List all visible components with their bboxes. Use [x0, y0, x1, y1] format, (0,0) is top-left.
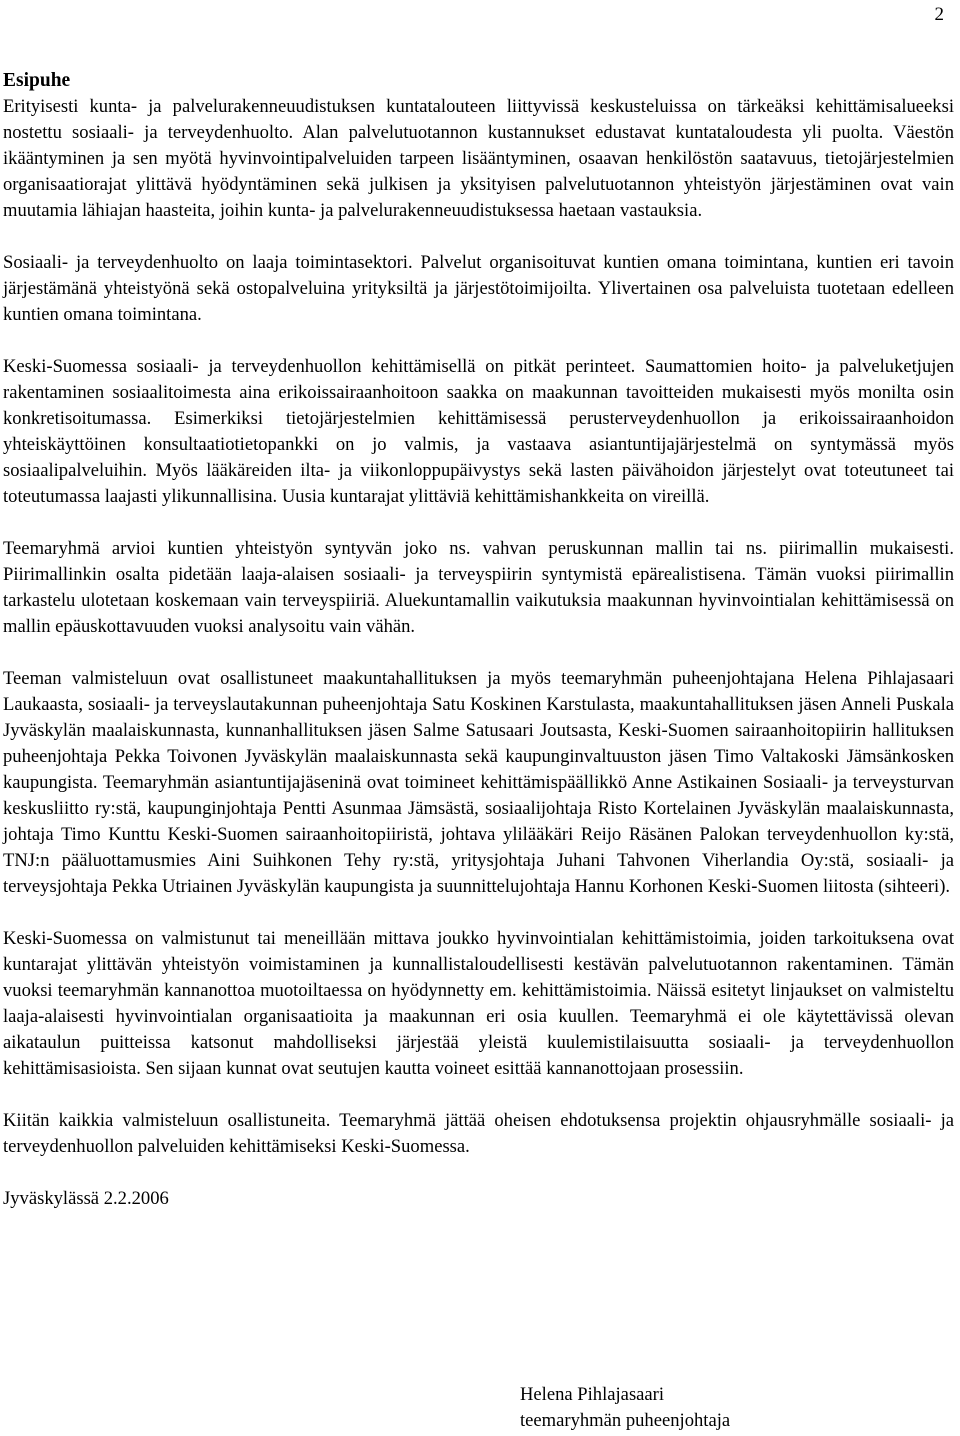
signature-block: [520, 1382, 730, 1434]
paragraph-sector: Sosiaali- ja terveydenhuolto on laaja toimintasektori. Palvelut organisoituvat kuntien omana toimintana, kuntien eri tavoin järjestämänä yhteistyönä sekä ostopalveluina yrityksiltä ja järjestötoimijoilta. Ylivertainen osa palveluista tuotetaan edelleen kuntien omana toimintana.: [3, 252, 954, 325]
section-heading: Esipuhe: [3, 70, 71, 91]
paragraph-thanks: Kiitän kaikkia valmisteluun osallistuneita. Teemaryhmä jättää oheisen ehdotuksensa projektin ohjausryhmälle sosiaali- ja terveydenhuollon palveluiden kehittämiseksi Keski-Suomessa.: [3, 1110, 954, 1157]
place-and-date: Jyväskylässä 2.2.2006: [3, 1188, 169, 1209]
document-body: [3, 68, 954, 1212]
signatory-name: Helena Pihlajasaari: [520, 1384, 665, 1405]
paragraph-participants: Teeman valmisteluun ovat osallistuneet maakuntahallituksen ja myös teemaryhmän puheenjohtajana Helena Pihlajasaari Laukaasta, sosiaali- ja terveyslautakunnan puheenjohtaja Satu Koskinen Karstulasta, maakuntahallituksen jäsen Anneli Puskala Jyväskylän maalaiskunnasta, kunnanhallituksen jäsen Salme Satusaari Joutsasta, Keski-Suomen sairaanhoitopiirin hallituksen puheenjohtaja Pekka Toivonen Jyväskylän maalaiskunnasta sekä kaupunginvaltuuston jäsen Timo Valtakoski Jämsänkosken kaupungista. Teemaryhmän asiantuntijajäseninä ovat toimineet kehittämispäällikkö Anne Astikainen Sosiaali- ja terveysturvan keskusliitto ry:stä, kaupunginjohtaja Pentti Asunmaa Jämsästä, sosiaalijohtaja Risto Kortelainen Jyväskylän maalaiskunnasta, johtaja Timo Kunttu Keski-Suomen sairaanhoitopiiristä, johtava ylilääkäri Reijo Räsänen Palokan terveydenhuollon ky:stä, TNJ:n pääluottamusmies Aini Suihkonen Tehy ry:stä, yritysjohtaja Juhani Tahvonen Viherlandia Oy:stä, sosiaali- ja terveysjohtaja Pekka Utriainen Jyväskylän kaupungista ja suunnittelujohtaja Hannu Korhonen Keski-Suomen liitosta (sihteeri).: [3, 668, 954, 897]
page-number: 2: [934, 4, 944, 25]
paragraph-traditions: Keski-Suomessa sosiaali- ja terveydenhuollon kehittämisellä on pitkät perinteet. Saumattomien hoito- ja palveluketjujen rakentaminen sosiaalitoimesta aina erikoissairaanhoitoon saakka on maakunnan tavoitteiden mukaisesti myös monilta osin konkretisoitumassa. Esimerkiksi tietojärjestelmien kehittämisessä perusterveydenhuollon ja erikoissairaanhoidon yhteiskäyttöinen konsultaatiotietopankki on jo valmis, ja vastaava asiantuntijajärjestelmä on syntymässä myös sosiaalipalveluihin. Myös lääkäreiden ilta- ja viikonloppupäivystys sekä lasten päivähoidon järjestelyt ovat toteutuneet tai toteutumassa laajasti ylikunnallisina. Uusia kuntarajat ylittäviä kehittämishankkeita on vireillä.: [3, 356, 954, 507]
signatory-title: teemaryhmän puheenjohtaja: [520, 1410, 731, 1431]
paragraph-models: Teemaryhmä arvioi kuntien yhteistyön syntyvän joko ns. vahvan peruskunnan mallin tai ns. piirimallin mukaisesti. Piirimallinkin osalta pidetään laaja-alaisen sosiaali- ja terveyspiirin syntymistä epärealistisena. Tämän vuoksi piirimallin tarkastelu ulotetaan koskemaan vain terveyspiiriä. Aluekuntamallin vaikutuksia maakunnan hyvinvointialan kehittämisessä on mallin epäuskottavuuden vuoksi analysoitu vain vähän.: [3, 538, 954, 637]
paragraph-development: Keski-Suomessa on valmistunut tai meneillään mittava joukko hyvinvointialan kehittämistoimia, joiden tarkoituksena ovat kuntarajat ylittävän yhteistyön voimistaminen ja kunnallistaloudellisesti kestävän palvelutuotannon rakentaminen. Tämän vuoksi teemaryhmän kannanottoa muotoiltaessa on hyödynnetty em. kehittämistoimia. Näissä esitetyt linjaukset on valmisteltu laaja-alaisesti hyvinvointialan organisaatioita ja maakunnan eri osia kuullen. Teemaryhmä ei ole käytettävissä olevan aikataulun puitteissa katsonut mahdolliseksi järjestää yleistä kuulemistilaisuutta sosiaali- ja terveydenhuollon kehittämisasioista. Sen sijaan kunnat ovat seutujen kautta voineet esittää kannanottojaan prosessiin.: [3, 928, 954, 1079]
paragraph-intro: Erityisesti kunta- ja palvelurakenneuudistuksen kuntatalouteen liittyvissä keskusteluissa on tärkeäksi kehittämisalueeksi nostettu sosiaali- ja terveydenhuolto. Alan palvelutuotannon kustannukset edustavat kuntataloudesta yli puolta. Väestön ikääntyminen ja sen myötä hyvinvointipalveluiden tarpeen lisääntyminen, osaavan henkilöstön saatavuus, tietojärjestelmien organisaatiorajat ylittävä hyödyntäminen sekä julkisen ja yksityisen palvelutuotannon yhteistyön järjestäminen ovat vain muutamia lähiajan haasteita, joihin kunta- ja palvelurakenneuudistuksessa haetaan vastauksia.: [3, 96, 954, 221]
